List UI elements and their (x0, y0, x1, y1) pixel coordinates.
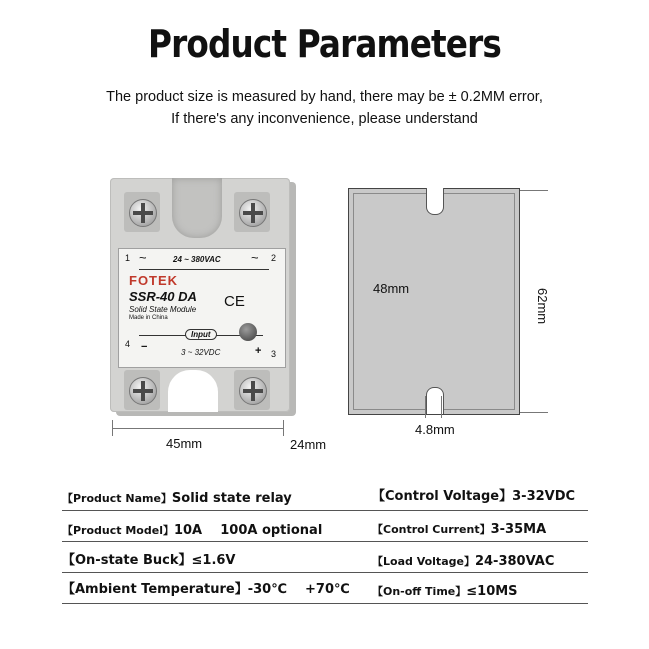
ac-symbol-right: ~ (251, 250, 259, 265)
terminal-2 (234, 192, 270, 232)
screw-icon (129, 377, 157, 405)
made-in-text: Made in China (129, 315, 168, 321)
terminal-3 (234, 370, 270, 410)
param-key: 【Product Name】 (62, 492, 172, 505)
divider (62, 510, 588, 511)
plate-height-dimension: 62mm (535, 288, 550, 325)
dc-voltage-range: 3 ~ 32VDC (181, 348, 221, 357)
param-value: -30℃ +70℃ (247, 582, 350, 597)
input-label: Input (185, 329, 217, 340)
param-product-model (62, 519, 322, 538)
param-control-voltage (372, 485, 575, 504)
terminal-1 (124, 192, 160, 232)
model-number: SSR-40 DA (129, 289, 197, 304)
slot-dimension-line (425, 396, 426, 418)
ac-voltage-range: 24 ~ 380VAC (173, 255, 221, 264)
param-value: 10A 100A optional (173, 523, 323, 538)
screw-icon (239, 377, 267, 405)
width-dimension-tick (112, 420, 113, 436)
param-on-off-time (372, 580, 518, 599)
param-load-voltage (372, 550, 554, 569)
param-on-state-buck (62, 549, 235, 568)
terminal-4 (124, 370, 160, 410)
base-plate-border (353, 193, 515, 410)
measurement-note-line2: If there's any inconvenience, please understand (171, 111, 478, 127)
param-product-name (62, 487, 292, 506)
param-control-current (372, 518, 546, 537)
relay-top-notch (172, 178, 222, 238)
param-value: Solid state relay (171, 491, 292, 506)
minus-symbol: − (141, 341, 148, 353)
param-key: 【On-off Time】 (372, 585, 467, 598)
base-plate-illustration (348, 188, 520, 415)
depth-dimension: 24mm (290, 437, 327, 452)
indicator-led-icon (239, 323, 257, 341)
brand-logo: FOTEK (129, 273, 179, 288)
param-value: ≤10MS (466, 584, 518, 599)
relay-front-label (118, 248, 286, 368)
param-key: 【Control Current】 (372, 523, 491, 536)
slot-width-dimension: 4.8mm (415, 422, 455, 437)
param-key: 【Control Voltage】 (372, 489, 513, 504)
param-key: 【On-state Buck】 (62, 553, 192, 568)
screw-icon (239, 199, 267, 227)
plate-width-dimension: 48mm (373, 281, 410, 296)
param-value: ≤1.6V (191, 553, 236, 568)
relay-illustration (110, 178, 298, 418)
param-ambient-temperature (62, 578, 350, 597)
divider (62, 541, 588, 542)
plus-symbol: + (255, 345, 262, 357)
param-key: 【Load Voltage】 (372, 555, 475, 568)
width-dimension: 45mm (166, 436, 203, 451)
ce-mark-icon: CE (224, 293, 245, 310)
page-title: Product Parameters (148, 22, 501, 66)
param-key: 【Product Model】 (62, 524, 174, 537)
ac-circuit-line (139, 269, 269, 270)
param-value: 24-380VAC (474, 554, 555, 569)
pin-label-3: 3 (271, 349, 277, 359)
param-value: 3-32VDC (512, 489, 576, 504)
pin-label-4: 4 (125, 339, 131, 349)
param-value: 3-35MA (490, 522, 547, 537)
param-key: 【Ambient Temperature】 (62, 582, 248, 597)
divider (62, 572, 588, 573)
mounting-slot-top (426, 188, 444, 215)
height-dimension-line-bottom (520, 412, 548, 413)
measurement-note-line1: The product size is measured by hand, there may be ± 0.2MM error, (106, 89, 543, 105)
height-dimension-line-top (520, 190, 548, 191)
screw-icon (129, 199, 157, 227)
ac-symbol-left: ~ (139, 250, 147, 265)
pin-label-2: 2 (271, 253, 277, 263)
pin-label-1: 1 (125, 253, 131, 263)
relay-bottom-notch (168, 370, 218, 412)
width-dimension-line (112, 428, 284, 429)
module-description: Solid State Module (129, 305, 197, 314)
divider (62, 603, 588, 604)
slot-dimension-line (441, 396, 442, 418)
width-dimension-tick (283, 420, 284, 436)
